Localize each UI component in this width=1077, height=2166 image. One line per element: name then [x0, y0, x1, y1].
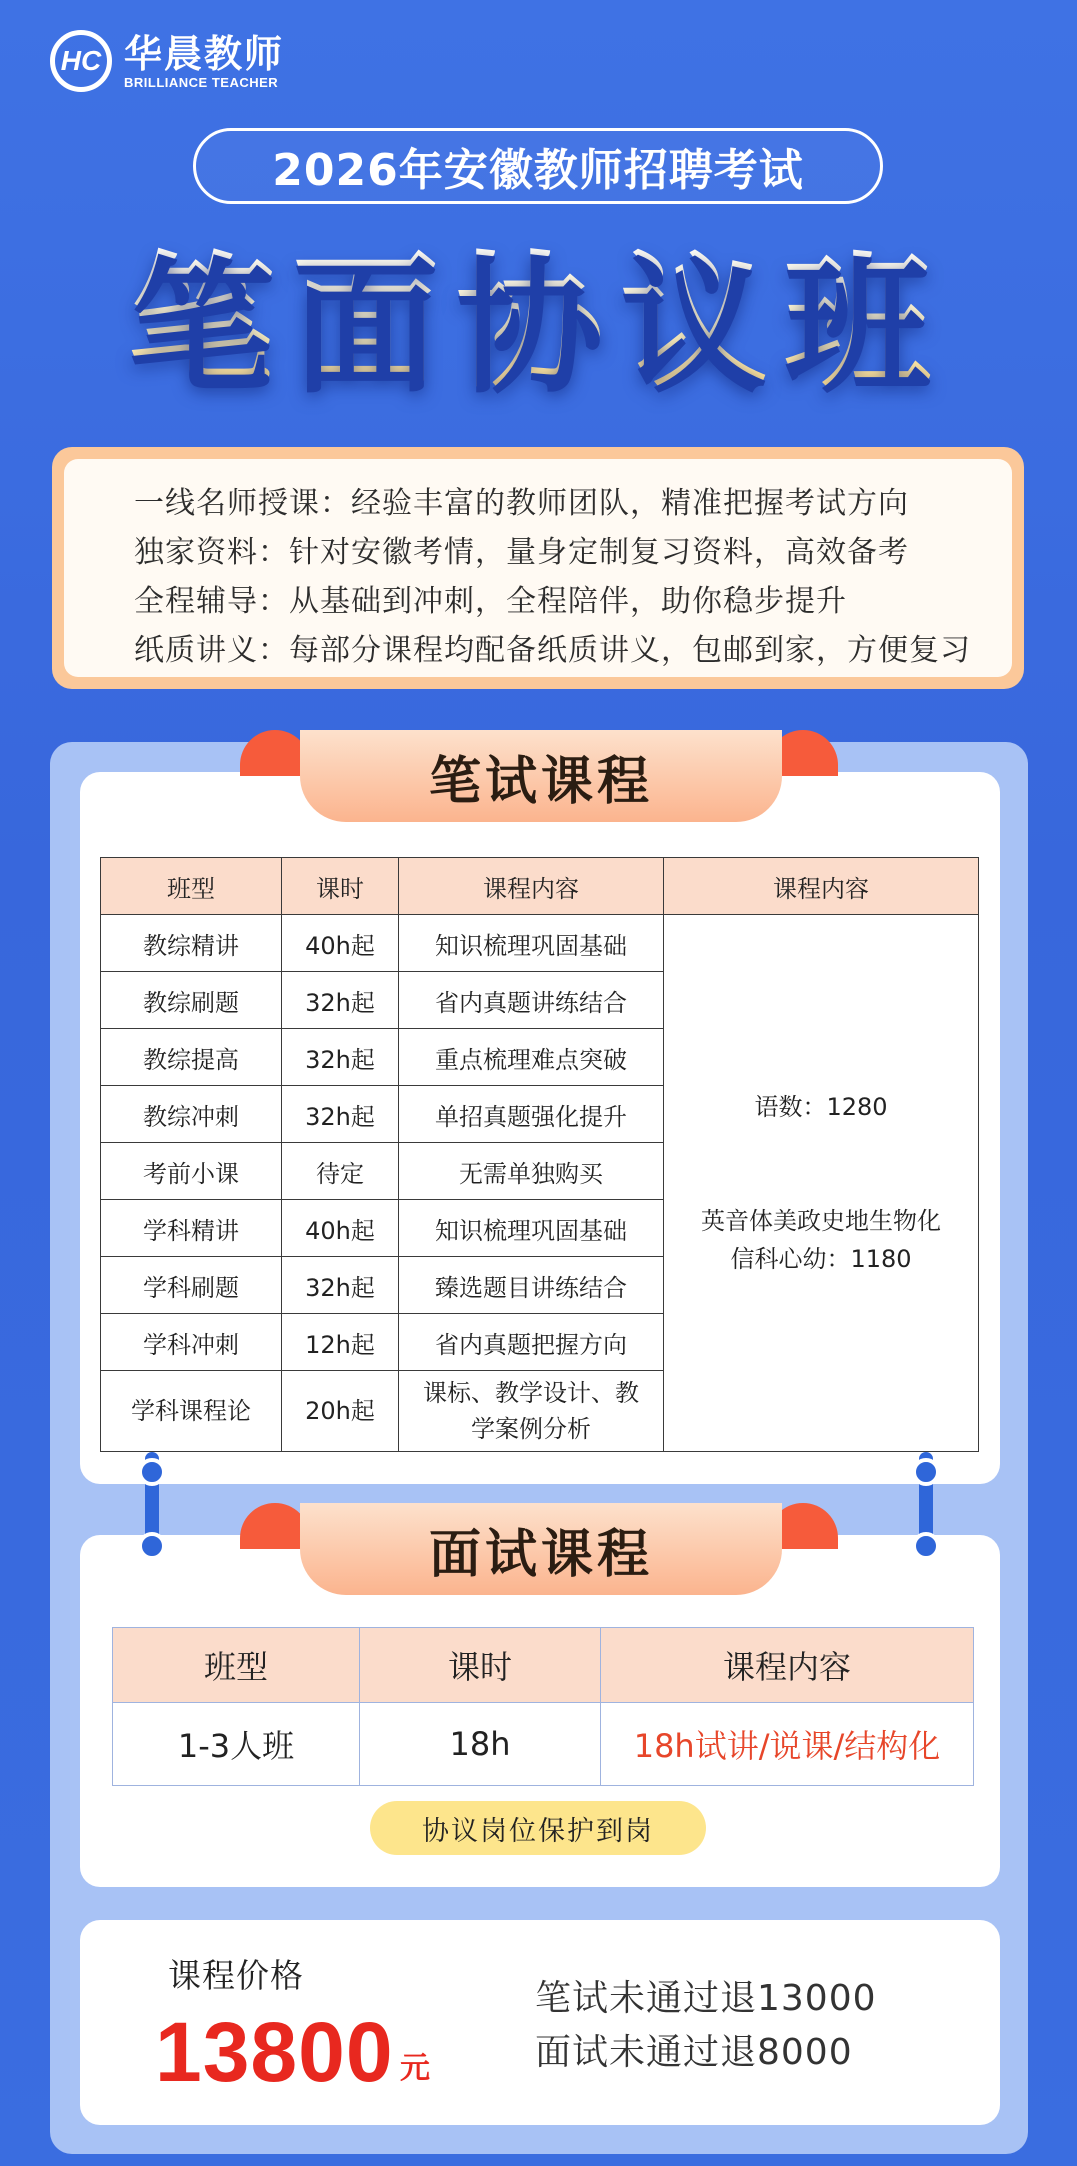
cell-class: 教综冲刺 [101, 1086, 282, 1143]
cell-hours: 32h起 [282, 1086, 399, 1143]
binder-dot [912, 1532, 940, 1560]
feature-item: 全程辅导：从基础到冲刺，全程陪伴，助你稳步提升 [134, 584, 847, 619]
written-course-table [100, 857, 979, 1452]
written-course-title: 笔试课程 [300, 730, 782, 822]
cell-hours: 32h起 [282, 1257, 399, 1314]
interview-course-table [112, 1627, 974, 1786]
cell-hours: 40h起 [282, 915, 399, 972]
exam-subtitle: 2026年安徽教师招聘考试 [193, 128, 883, 204]
cell-hours: 32h起 [282, 1029, 399, 1086]
brand-logo [50, 30, 284, 92]
binder-dot [138, 1532, 166, 1560]
price-value: 13800 [155, 2005, 394, 2099]
col-header-content-price: 课程内容 [664, 858, 979, 915]
cell-content: 单招真题强化提升 [399, 1086, 664, 1143]
cell-hours: 20h起 [282, 1371, 399, 1452]
cell-class: 学科刷题 [101, 1257, 282, 1314]
refund-interview: 面试未通过退8000 [535, 2032, 853, 2073]
binder-dot [138, 1458, 166, 1486]
cell-class: 考前小课 [101, 1143, 282, 1200]
feature-item: 一线名师授课：经验丰富的教师团队，精准把握考试方向 [134, 486, 909, 521]
price-note-line: 语数：1280 [754, 1093, 888, 1121]
cell-class: 学科课程论 [101, 1371, 282, 1452]
cell-content: 省内真题把握方向 [399, 1314, 664, 1371]
brand-name: 华晨教师 [124, 31, 285, 76]
price-unit: 元 [400, 2051, 430, 2086]
cell-hours: 待定 [282, 1143, 399, 1200]
brand-mark-icon: HC [50, 30, 112, 92]
cell-class: 教综刷题 [101, 972, 282, 1029]
cell-hours: 40h起 [282, 1200, 399, 1257]
cell-content: 18h试讲/说课/结构化 [601, 1703, 974, 1786]
refund-policy [535, 1972, 877, 2080]
brand-name-en: BRILLIANCE TEACHER [124, 74, 279, 90]
cell-class: 学科精讲 [101, 1200, 282, 1257]
refund-written: 笔试未通过退13000 [535, 1978, 877, 2019]
col-header-class: 班型 [101, 858, 282, 915]
cell-class: 教综提高 [101, 1029, 282, 1086]
feature-item: 独家资料：针对安徽考情，量身定制复习资料，高效备考 [134, 535, 909, 570]
col-header-content: 课程内容 [601, 1628, 974, 1703]
page-title: 笔面协议班 [128, 238, 949, 408]
cell-content: 臻选题目讲练结合 [399, 1257, 664, 1314]
cell-content: 无需单独购买 [399, 1143, 664, 1200]
col-header-content: 课程内容 [399, 858, 664, 915]
price-note-cell [664, 915, 979, 1452]
table-row [101, 915, 979, 972]
col-header-hours: 课时 [360, 1628, 601, 1703]
cell-hours: 18h [360, 1703, 601, 1786]
cell-content: 省内真题讲练结合 [399, 972, 664, 1029]
col-header-class: 班型 [113, 1628, 360, 1703]
cell-content: 课标、教学设计、教学案例分析 [399, 1371, 664, 1452]
binder-dot [912, 1458, 940, 1486]
cell-class: 教综精讲 [101, 915, 282, 972]
cell-class: 1-3人班 [113, 1703, 360, 1786]
col-header-hours: 课时 [282, 858, 399, 915]
price-label: 课程价格 [168, 1956, 304, 1995]
cell-content: 知识梳理巩固基础 [399, 915, 664, 972]
table-row [113, 1703, 974, 1786]
cell-content: 重点梳理难点突破 [399, 1029, 664, 1086]
cell-hours: 12h起 [282, 1314, 399, 1371]
protection-badge: 协议岗位保护到岗 [370, 1801, 706, 1855]
feature-item: 纸质讲义：每部分课程均配备纸质讲义，包邮到家，方便复习 [134, 633, 971, 668]
price-note-line: 信科心幼：1180 [730, 1245, 912, 1273]
cell-class: 学科冲刺 [101, 1314, 282, 1371]
price-note-line: 英音体美政史地生物化 [701, 1207, 941, 1235]
cell-hours: 32h起 [282, 972, 399, 1029]
interview-course-title: 面试课程 [300, 1503, 782, 1595]
features-box [52, 447, 1024, 689]
cell-content: 知识梳理巩固基础 [399, 1200, 664, 1257]
